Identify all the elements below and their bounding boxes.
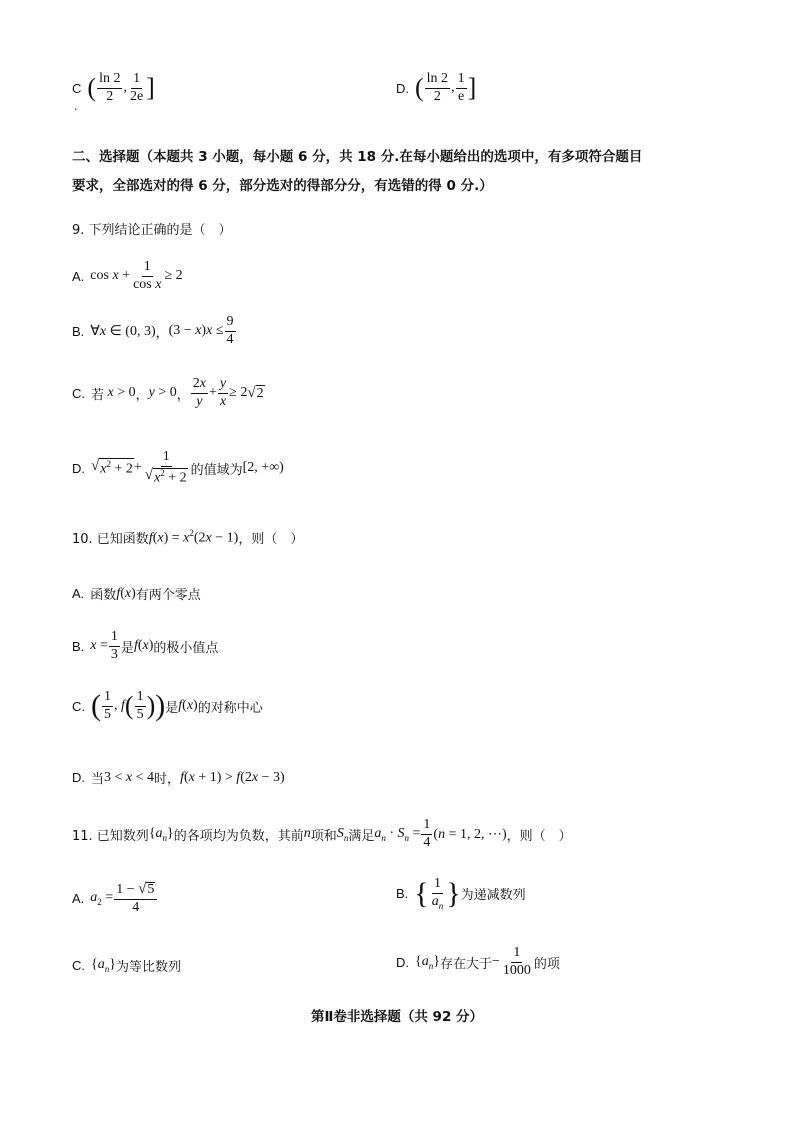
math: ≥ 2 — [229, 385, 248, 401]
denominator: 5 — [104, 706, 111, 722]
fraction — [102, 690, 113, 722]
math: $\{a_n\}$ — [415, 953, 440, 971]
numerator: 1 — [142, 260, 153, 277]
stem-text: 10. 已知函数 — [72, 532, 149, 547]
numerator: 1 — [109, 630, 120, 647]
denominator: 4 — [226, 331, 234, 347]
fraction — [128, 72, 145, 104]
q11-option-c — [72, 956, 181, 975]
math: , f — [114, 698, 125, 714]
math: x > 0 — [107, 385, 136, 401]
option-text: 有两个零点 — [135, 588, 201, 603]
denominator: 2 — [433, 88, 441, 104]
denominator: x — [219, 393, 227, 409]
section-heading-line2: 要求，全部选对的得 6 分，部分选对的得部分分，有选错的得 0 分.） — [72, 178, 493, 194]
numerator: 2x — [191, 377, 208, 394]
option-label: D. — [396, 954, 409, 970]
option-label: A. — [72, 268, 85, 284]
numerator: 1 — [456, 72, 467, 89]
math: $a_2$ = — [90, 890, 114, 908]
part-2-title: 第Ⅱ卷非选择题（共 92 分） — [310, 1009, 484, 1025]
option-text: 的值域为 — [190, 462, 243, 478]
denominator: 5 — [136, 706, 144, 722]
denominator — [143, 467, 190, 486]
q11-option-d — [396, 946, 560, 978]
fraction — [421, 818, 432, 850]
radicand: $x^2 + 2$ — [154, 467, 187, 486]
stem-text: ，则（ ） — [238, 532, 304, 547]
math: $f(x) = x^2(2x - 1)$ — [148, 528, 239, 546]
fraction — [97, 72, 122, 104]
option-label: D. — [72, 460, 85, 476]
q11-option-b — [396, 877, 526, 911]
math: + — [133, 460, 142, 476]
q10-option-c — [72, 690, 263, 722]
denominator: 2e — [129, 88, 144, 104]
fraction — [131, 260, 163, 292]
numerator: 1 — [131, 72, 142, 89]
math: f(x) — [116, 585, 136, 601]
numerator: ln 2 — [97, 72, 122, 89]
q9-option-c — [72, 377, 265, 409]
option-text: 的极小值点 — [153, 640, 219, 656]
radical-sign: √ — [247, 384, 256, 401]
math: 3 < x < 4 — [104, 769, 155, 785]
separator: ， — [135, 387, 149, 403]
math: ∀x ∈ (0, 3) — [90, 323, 156, 339]
math: $S_n$ — [336, 825, 349, 843]
bracket-open: ( — [87, 73, 97, 103]
numerator: y — [218, 377, 228, 394]
denominator: 4 — [132, 899, 140, 915]
math: $a_n \cdot S_n$ = — [374, 825, 421, 843]
stem-text: 11. 已知数列 — [72, 828, 149, 844]
fraction — [109, 630, 120, 662]
q10-option-b — [72, 630, 218, 662]
stem-text: 项和 — [310, 828, 337, 844]
denominator: 4 — [423, 834, 431, 850]
option-label: A. — [72, 586, 85, 601]
comma: , — [451, 80, 455, 96]
separator: ， — [155, 325, 169, 341]
fraction — [135, 690, 146, 722]
numerator: 1 — [102, 690, 113, 707]
option-text: 当 — [91, 772, 105, 787]
math: n — [303, 826, 311, 842]
fraction — [456, 72, 467, 104]
numerator: 1 — [511, 946, 522, 963]
question-10-stem — [72, 528, 303, 547]
sqrt — [247, 385, 264, 402]
question-11-stem — [72, 818, 572, 850]
math: $\{a_n\}$ — [148, 825, 174, 843]
math: f(x) — [133, 638, 154, 654]
fraction — [218, 377, 228, 409]
bracket-open: ( — [415, 73, 424, 103]
math: $\{a_n\}$ — [91, 957, 116, 974]
fraction — [425, 72, 450, 104]
sqrt — [138, 882, 155, 898]
radical-sign: √ — [144, 466, 153, 483]
stem-text: ，则（ ） — [506, 828, 572, 844]
option-label: D. — [396, 80, 409, 96]
option-text: 存在大于 — [439, 956, 492, 972]
radicand: $x^2 + 2$ — [100, 459, 133, 477]
radical-sign: √ — [138, 881, 147, 897]
option-text: 是 — [165, 700, 179, 716]
option-text: 为递减数列 — [460, 888, 526, 904]
q9-option-d — [72, 450, 284, 486]
paren-close: ) — [146, 691, 156, 721]
math: + — [209, 385, 217, 401]
bracket-close: ] — [146, 73, 155, 103]
section-heading-line1: 二、选择题（本题共 3 小题，每小题 6 分，共 18 分.在每小题给出的选项中，有多项符合题目 — [72, 149, 643, 165]
radical-sign: √ — [91, 458, 100, 475]
option-text: 函数 — [90, 588, 117, 603]
radicand: 2 — [256, 385, 264, 401]
numerator: ln 2 — [425, 72, 450, 89]
numerator: 1 — [161, 450, 172, 467]
option-dot: . — [74, 100, 78, 113]
denominator: $a_n$ — [431, 893, 444, 911]
denominator: y — [196, 393, 203, 409]
option-text: 是 — [120, 640, 134, 656]
math: f(x) — [178, 698, 198, 714]
q9-option-a — [72, 260, 183, 292]
stem-text: 满足 — [348, 828, 375, 844]
paren-open: ( — [91, 689, 101, 723]
math: x = — [90, 638, 108, 654]
option-text: 的项 — [533, 956, 560, 972]
option-text: 若 — [91, 387, 105, 403]
comma: , — [123, 80, 127, 96]
denominator: 2 — [106, 88, 114, 104]
sqrt — [145, 468, 188, 486]
numerator: 1 − √ 5 — [114, 882, 157, 900]
fraction — [225, 315, 236, 347]
q10-option-d — [72, 768, 285, 787]
math: y > 0 — [148, 385, 177, 401]
fraction — [430, 877, 446, 911]
math: (3 − x)x ≤ — [168, 323, 224, 339]
option-prev-c — [72, 72, 155, 104]
option-label: B. — [396, 886, 409, 902]
math: cos x + — [90, 268, 131, 284]
option-prev-d — [396, 72, 476, 104]
option-label: D. — [72, 770, 85, 785]
option-label: C. — [72, 698, 85, 714]
option-text: 时， — [154, 772, 181, 787]
option-label: C. — [72, 385, 85, 401]
fraction — [501, 946, 533, 978]
q10-option-a — [72, 584, 201, 603]
math: − — [491, 954, 500, 970]
separator: ， — [176, 387, 190, 403]
math: (n = 1, 2, ⋯) — [433, 826, 507, 842]
numerator: 9 — [225, 315, 236, 332]
option-label: C — [72, 80, 82, 96]
option-text: 为等比数列 — [115, 960, 181, 975]
denominator: 1000 — [502, 962, 531, 978]
fraction — [143, 450, 190, 486]
paren-open: ( — [124, 691, 134, 721]
bracket-close: ] — [467, 73, 477, 103]
numerator: 1 — [421, 818, 432, 835]
fraction — [114, 882, 157, 915]
numerator: 1 — [135, 690, 146, 707]
math: f(x + 1) > f(2x − 3) — [180, 769, 285, 785]
option-label: B. — [72, 638, 85, 654]
denominator: 3 — [110, 646, 118, 662]
denominator: e — [457, 88, 465, 104]
numerator: 1 — [432, 877, 443, 894]
option-label: A. — [72, 891, 85, 907]
fraction — [191, 377, 208, 409]
brace-open: { — [414, 876, 429, 910]
q11-option-a — [72, 882, 158, 915]
option-text: 的对称中心 — [197, 700, 263, 716]
denominator: cos x — [133, 276, 162, 292]
paren-close: ) — [155, 689, 166, 723]
math: [2, +∞) — [242, 460, 284, 476]
stem-text: 的各项均为负数，其前 — [173, 828, 304, 844]
option-label: C. — [72, 958, 85, 973]
option-label: B. — [72, 323, 85, 339]
question-9-stem: 9. 下列结论正确的是（ ） — [72, 223, 232, 238]
brace-close: } — [446, 876, 461, 910]
math: ≥ 2 — [164, 268, 183, 284]
radicand: 5 — [147, 882, 155, 897]
q9-option-b — [72, 315, 237, 347]
sqrt — [91, 458, 134, 478]
